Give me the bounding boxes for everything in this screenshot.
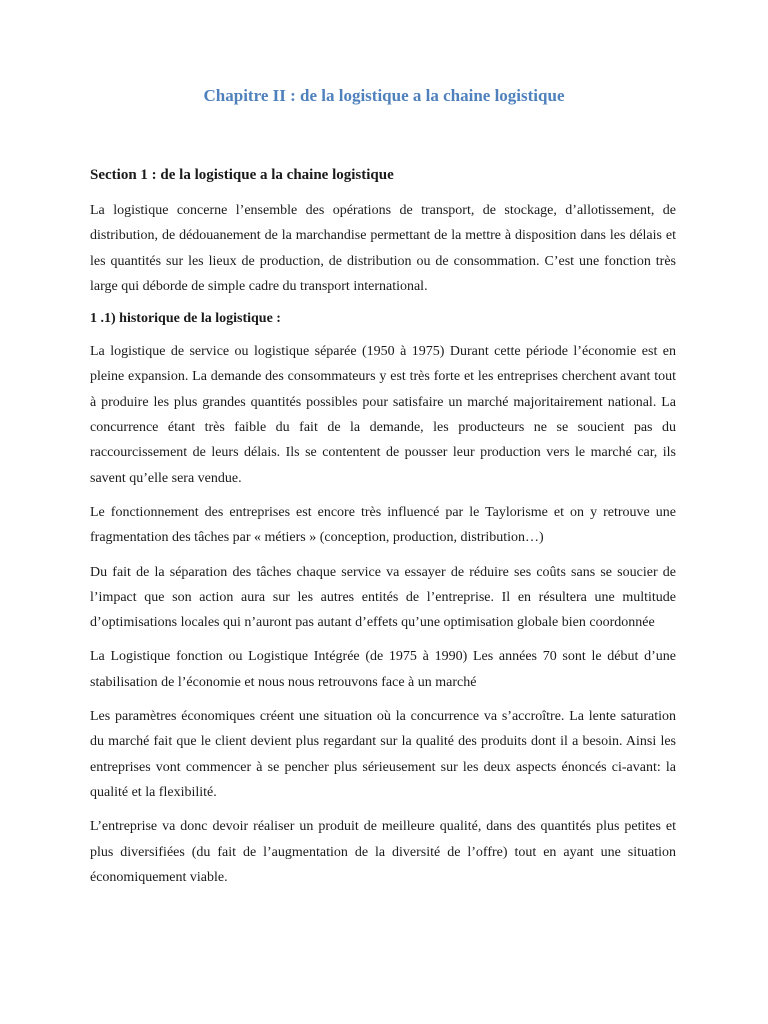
paragraph-separation-taches: Du fait de la séparation des tâches chaque service va essayer de réduire ses coûts sans se soucier de l’impact que son action aura sur les autres entités de l’entreprise. Il en résultera une multitude d’optimisations locales qui n’auront pas autant d’effets qu’une optimisation globale bien coordonnée [90,564,676,631]
paragraph-logistique-service: La logistique de service ou logistique séparée (1950 à 1975) Durant cette période l’économie est en pleine expansion. La demande des consommateurs y est très forte et les entreprises cherchent avant tout à produire les plus grandes quantités possibles pour satisfaire un marché majoritairement national. La concurrence étant très faible du fait de la demande, les producteurs ne se soucient pas du raccourcissement de leurs délais. Ils se contentent de pousser leur production vers le marché car, ils savent qu’elle sera vendue. [90,344,676,486]
chapter-title: Chapitre II : de la logistique a la chaine logistique [203,86,565,105]
subheading-historique: 1 .1) historique de la logistique : [90,311,281,327]
paragraph-logistique-integree: La Logistique fonction ou Logistique Intégrée (de 1975 à 1990) Les années 70 sont le début d’une stabilisation de l’économie et nous nous retrouvons face à un marché [90,649,676,690]
paragraph-parametres-economiques: Les paramètres économiques créent une situation où la concurrence va s’accroître. La lente saturation du marché fait que le client devient plus regardant sur la qualité des produits dont il a besoin. Ainsi les entreprises vont commencer à se pencher plus sérieusement sur les deux aspects énoncés ci-avant: la qualité et la flexibilité. [90,709,676,800]
section-heading: Section 1 : de la logistique a la chaine logistique [90,167,394,183]
intro-paragraph: La logistique concerne l’ensemble des opérations de transport, de stockage, d’allotissement, de distribution, de dédouanement de la marchandise permettant de la mettre à disposition dans les délais et les quantités sur les lieux de production, de distribution ou de consommation. C’est une fonction très large qui déborde de simple cadre du transport international. [90,203,676,294]
paragraph-meilleure-qualite: L’entreprise va donc devoir réaliser un produit de meilleure qualité, dans des quantités plus petites et plus diversifiées (du fait de l’augmentation de la diversité de l’offre) tout en ayant une situation économiquement viable. [90,819,676,885]
paragraph-taylorisme: Le fonctionnement des entreprises est encore très influencé par le Taylorisme et on y retrouve une fragmentation des tâches par « métiers » (conception, production, distribution…) [90,504,676,546]
document-body [90,164,676,899]
